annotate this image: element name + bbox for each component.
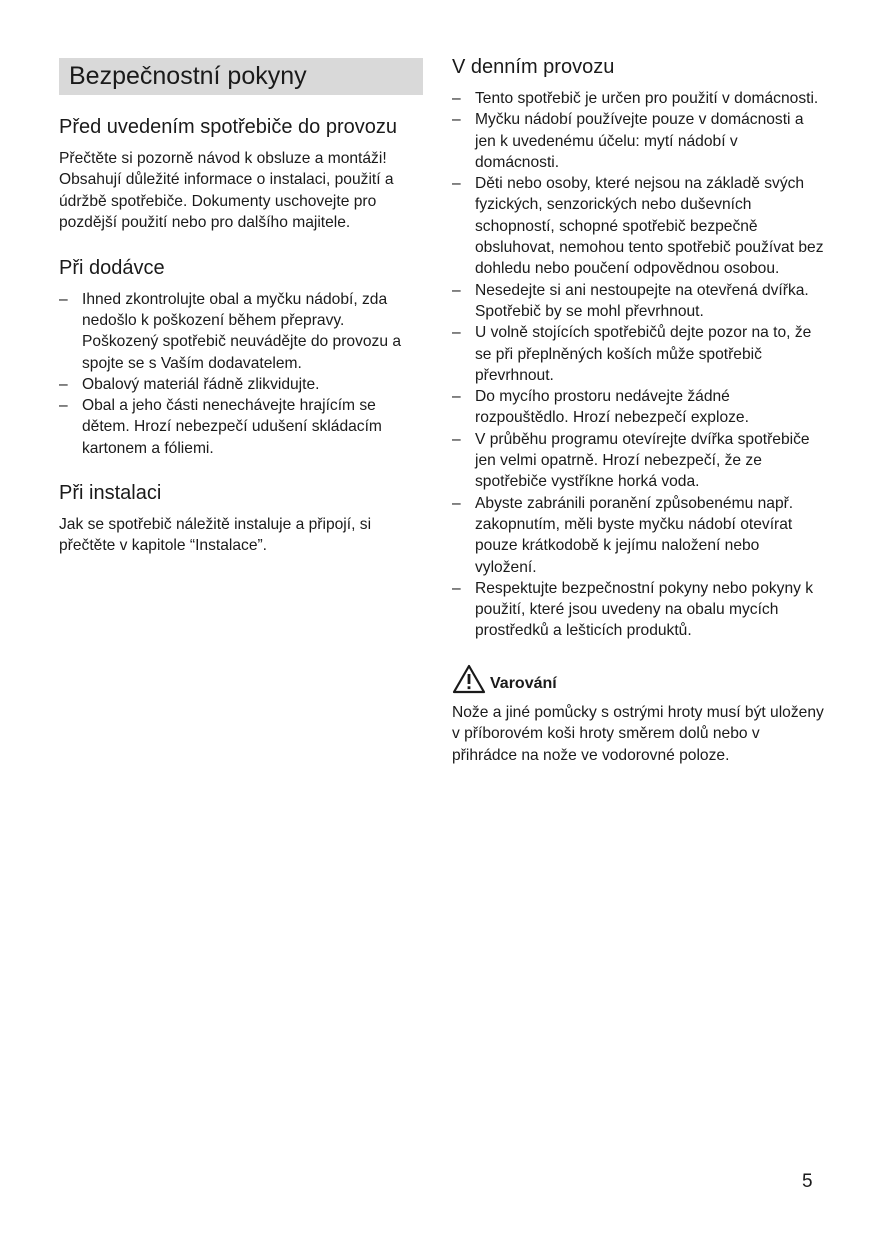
section-heading-delivery: Při dodávce [59, 256, 165, 279]
list-item: – U volně stojících spotřebičů dejte pozor na to, že se při přeplněných koších může spotřebič převrhnout. [452, 324, 812, 384]
list-item: – Ihned zkontrolujte obal a myčku nádobí, zda nedošlo k poškození během přepravy. Poškozený spotřebič neuvádějte do provozu a spojte se s Vaším dodavatelem. [59, 290, 402, 372]
delivery-list [59, 289, 423, 459]
page-title: Bezpečnostní pokyny [59, 58, 423, 95]
dash-bullet: – [452, 494, 461, 512]
section-text-installation: Jak se spotřebič náležitě instaluje a připojí, si přečtěte v kapitole “Instalace”. [59, 516, 372, 555]
dash-bullet: – [452, 175, 461, 193]
section-heading-installation: Při instalaci [59, 482, 162, 504]
list-item: – Respektujte bezpečnostní pokyny nebo pokyny k použití, které jsou uvedeny na obalu mycích prostředků a lešticích produktů. [452, 579, 814, 640]
dash-bullet: – [452, 281, 461, 299]
warning-label: Varování [490, 674, 557, 692]
warning-header [452, 664, 824, 694]
section-heading-before-use: Před uvedením spotřebiče do provozu [59, 116, 397, 138]
dash-bullet: – [452, 388, 461, 406]
warning-text: Nože a jiné pomůcky s ostrými hroty musí být uloženy v příborovém koši hroty směrem dolů nebo v přihrádce na nože ve vodorovné poloze. [452, 703, 824, 764]
list-item: – V průběhu programu otevírejte dvířka spotřebiče jen velmi opatrně. Hrozí nebezpečí, že ze spotřebiče vystříkne horká voda. [452, 430, 810, 491]
list-item: – Abyste zabránili poranění způsobenému např. zakopnutím, měli byste myčku nádobí otevírat pouze krátkodobě k jejímu naložení nebo vyložení. [452, 494, 794, 576]
dash-bullet: – [452, 430, 461, 448]
dash-bullet: – [452, 579, 461, 597]
right-column [452, 58, 824, 766]
list-item: – Nesedejte si ani nestoupejte na otevřená dvířka. Spotřebič by se mohl převrhnout. [452, 281, 809, 320]
list-item: – Tento spotřebič je určen pro použití v domácnosti. [452, 88, 824, 109]
daily-use-list [452, 88, 824, 642]
left-column [59, 58, 423, 557]
dash-bullet: – [452, 111, 461, 129]
dash-bullet: – [59, 290, 68, 308]
warning-triangle-icon [452, 664, 486, 694]
list-item: – Děti nebo osoby, které nejsou na základě svých fyzických, senzorických nebo duševních schopností, schopné spotřebič bezpečně obsluhovat, nemohou tento spotřebič používat bez dohledu nebo poučení odpovědnou osobou. [452, 175, 824, 278]
dash-bullet: – [59, 397, 68, 415]
list-item: – Obalový materiál řádně zlikvidujte. [59, 374, 423, 395]
list-item: – Obal a jeho části nenechávejte hrajícím se dětem. Hrozí nebezpečí udušení skládacím kartonem a fóliemi. [59, 397, 382, 457]
section-text-before-use: Přečtěte si pozorně návod k obsluze a montáži! Obsahují důležité informace o instalaci, použití a údržbě spotřebiče. Dokumenty uschovejte pro pozdější použití nebo pro dalšího majitele. [59, 150, 394, 232]
dash-bullet: – [59, 375, 68, 393]
section-heading-daily-use: V denním provozu [452, 56, 615, 78]
list-item: – Myčku nádobí používejte pouze v domácnosti a jen k uvedenému účelu: mytí nádobí v domácnosti. [452, 111, 804, 171]
dash-bullet: – [452, 324, 461, 342]
list-item: – Do mycího prostoru nedávejte žádné rozpouštědlo. Hrozí nebezpečí exploze. [452, 388, 749, 427]
page-number: 5 [802, 1171, 813, 1192]
dash-bullet: – [452, 90, 461, 107]
